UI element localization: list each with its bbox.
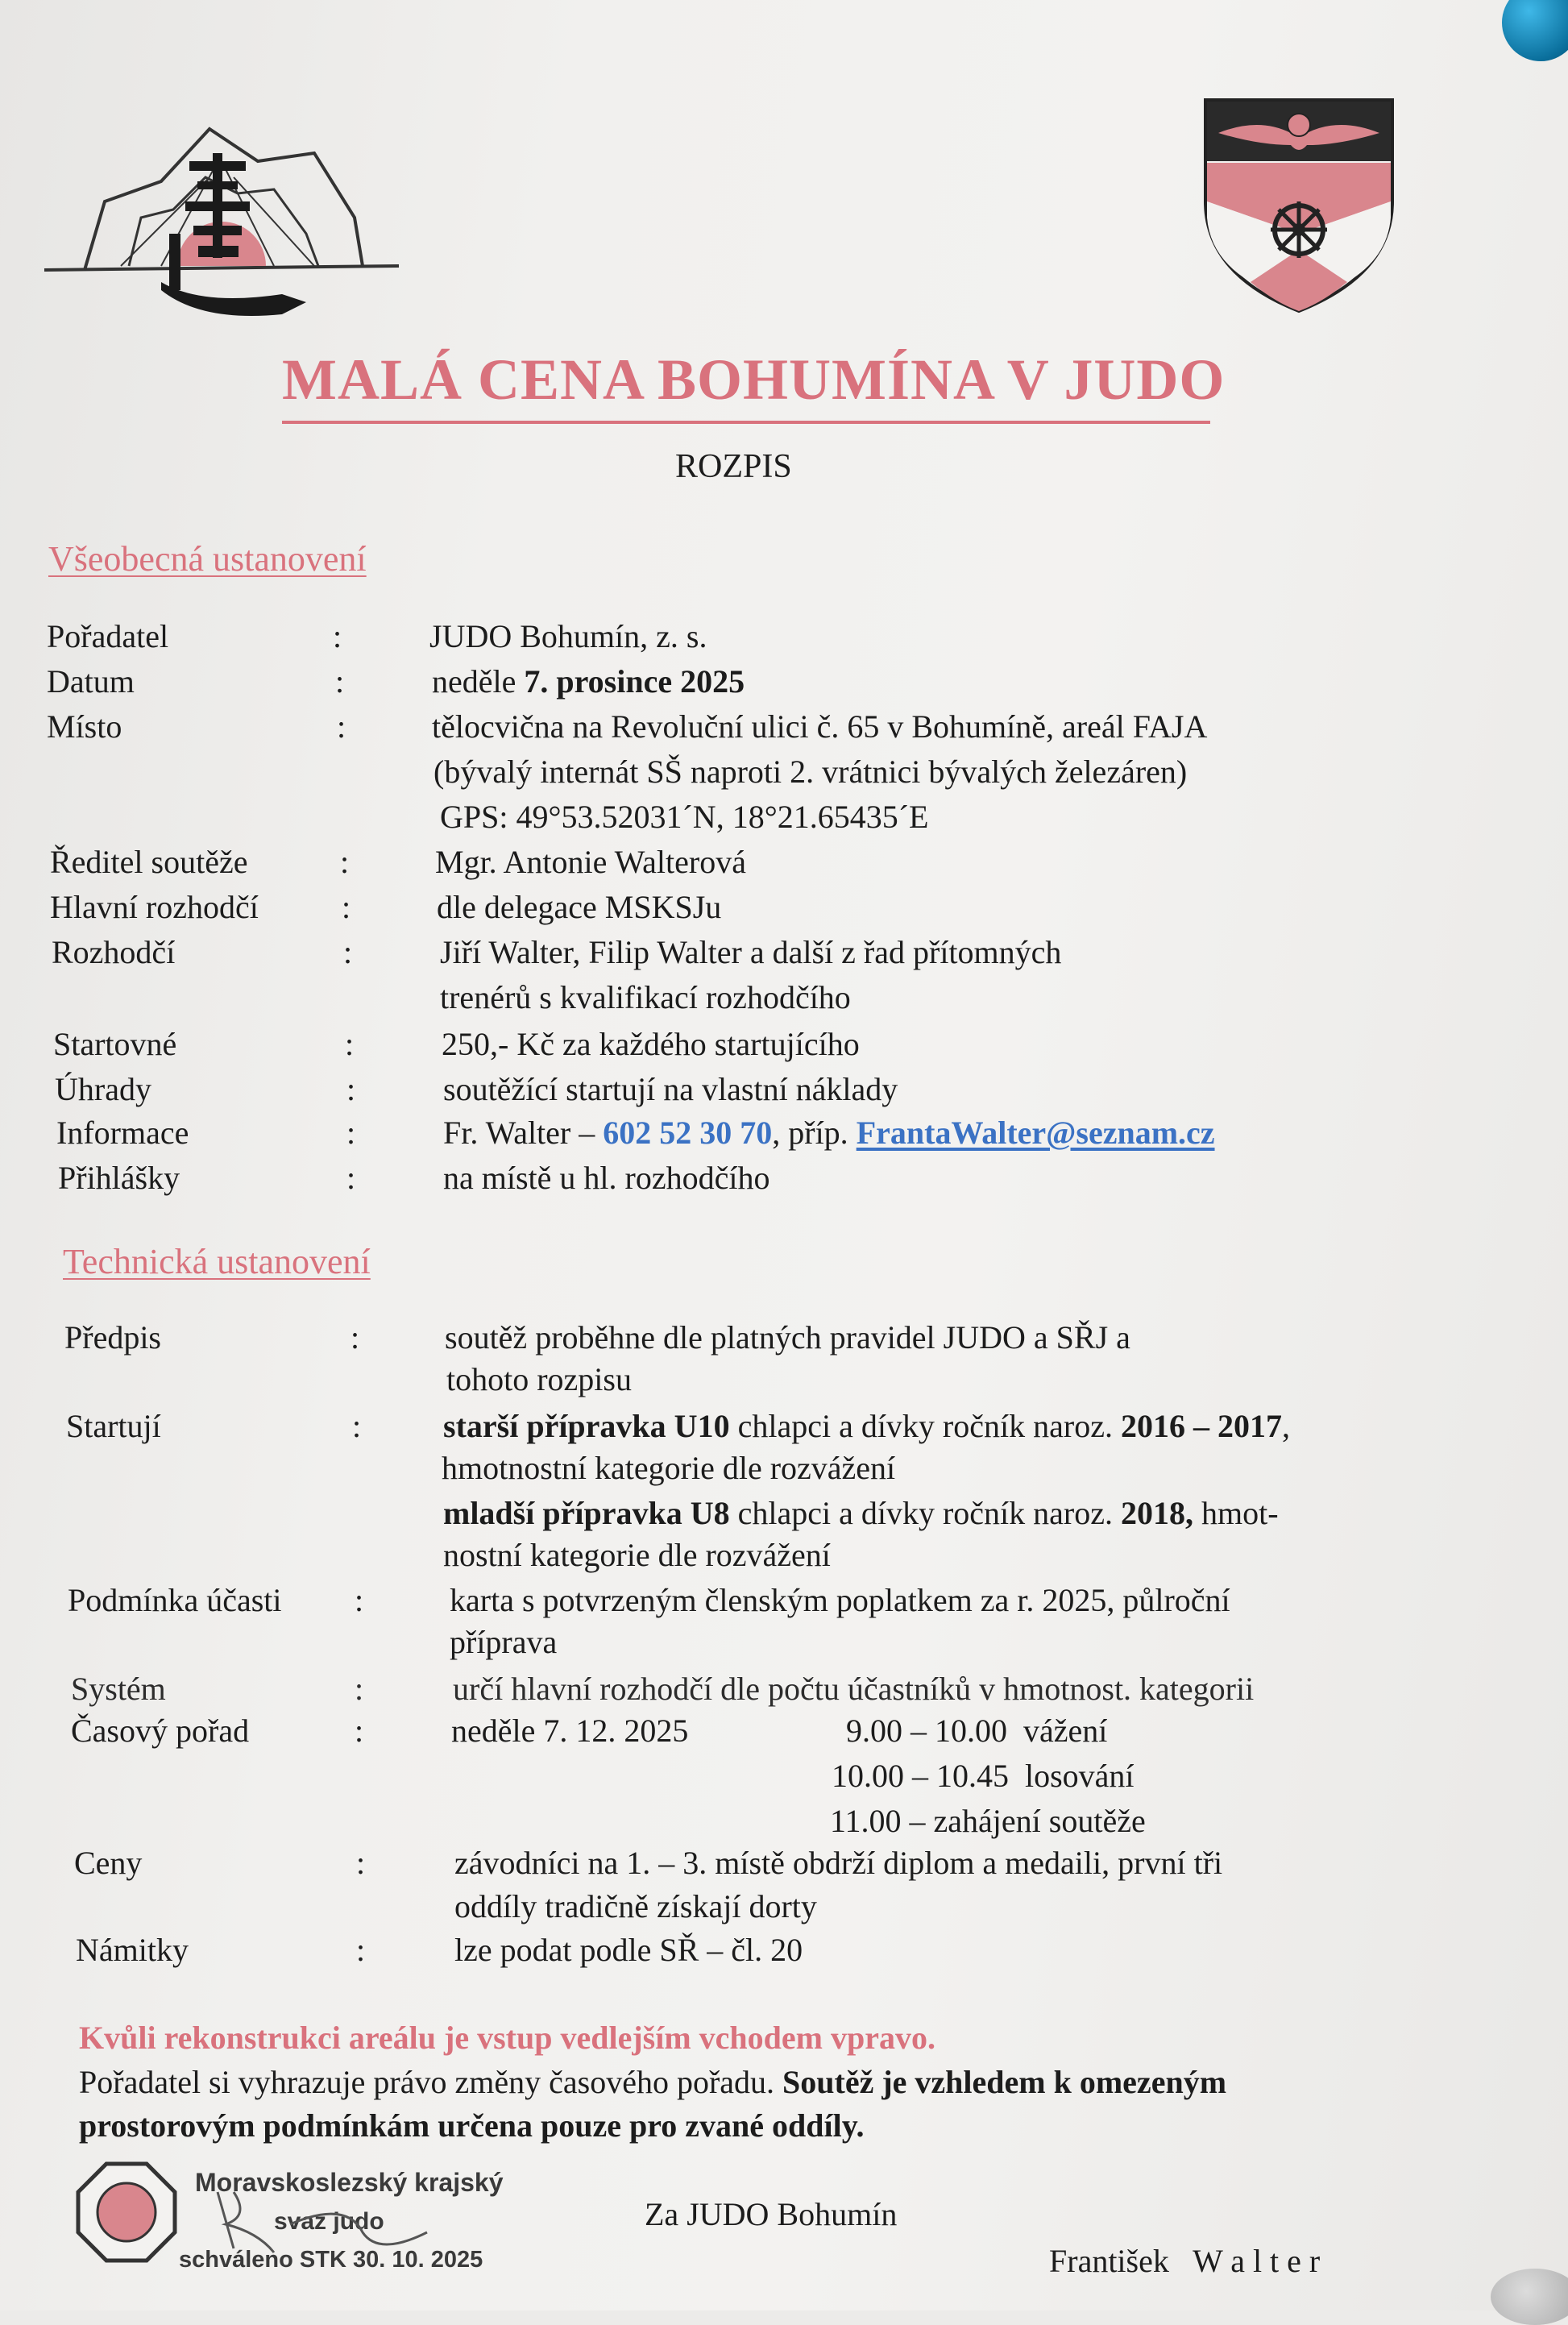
stamp-line-2: svaz judo bbox=[274, 2208, 384, 2235]
organizer-notice bbox=[79, 2063, 1226, 2101]
row-value: 250,- Kč za každého startujícího bbox=[442, 1026, 860, 1062]
technical-section-heading: Technická ustanovení bbox=[63, 1242, 371, 1281]
contact-separator: , příp. bbox=[772, 1115, 848, 1151]
row-value: neděle bbox=[432, 663, 516, 700]
row-value: (bývalý internát SŠ naproti 2. vrátnici bývalých železáren) bbox=[433, 754, 1188, 790]
row-value: určí hlavní rozhodčí dle počtu účastníků v hmotnost. kategorii bbox=[453, 1671, 1255, 1707]
row-label: Informace bbox=[56, 1115, 189, 1151]
gps-coordinates: GPS: 49°53.52031´N, 18°21.65435´E bbox=[440, 799, 929, 835]
push-pin-icon bbox=[1491, 2269, 1568, 2325]
schedule-activity: vážení bbox=[1023, 1713, 1108, 1749]
category-u10-text: chlapci a dívky ročník naroz. bbox=[737, 1408, 1113, 1444]
schedule-item bbox=[832, 1754, 1135, 1799]
organizer-notice-normal: Pořadatel si vyhrazuje právo změny časového pořadu. bbox=[79, 2064, 775, 2100]
email-link[interactable]: FrantaWalter@seznam.cz bbox=[856, 1115, 1215, 1151]
judo-union-emblem-icon bbox=[74, 2160, 179, 2265]
row-value: karta s potvrzeným členským poplatkem za r. 2025, půlroční bbox=[450, 1582, 1230, 1618]
row-label: Místo bbox=[47, 708, 122, 745]
invited-clubs-notice: prostorovým podmínkám určena pouze pro zvané oddíly. bbox=[79, 2107, 865, 2144]
row-label: Námitky bbox=[76, 1932, 189, 1968]
schedule-time: 9.00 – 10.00 bbox=[846, 1713, 1007, 1749]
category-u10-years: 2016 – 2017 bbox=[1120, 1408, 1282, 1444]
category-u10: starší přípravka U10 bbox=[443, 1408, 730, 1444]
judo-logo-icon bbox=[40, 113, 411, 338]
row-value: soutěžící startují na vlastní náklady bbox=[443, 1071, 898, 1107]
schedule-time: 10.00 – 10.45 bbox=[832, 1758, 1009, 1794]
row-value: JUDO Bohumín, z. s. bbox=[429, 618, 707, 654]
row-value: lze podat podle SŘ – čl. 20 bbox=[454, 1932, 803, 1968]
row-label: Startovné bbox=[53, 1026, 177, 1062]
category-u8-weights: nostní kategorie dle rozvážení bbox=[443, 1537, 831, 1573]
event-date: 7. prosince 2025 bbox=[524, 663, 745, 700]
category-u8-tail: hmot- bbox=[1201, 1495, 1279, 1531]
row-value: dle delegace MSKSJu bbox=[437, 889, 722, 925]
row-label: Přihlášky bbox=[58, 1160, 180, 1196]
row-value: na místě u hl. rozhodčího bbox=[443, 1160, 770, 1196]
row-value: příprava bbox=[450, 1624, 558, 1660]
row-label: Ceny bbox=[74, 1845, 143, 1881]
contact-name: Fr. Walter – bbox=[443, 1115, 595, 1151]
category-u10-weights: hmotnostní kategorie dle rozvážení bbox=[442, 1450, 896, 1486]
category-u8: mladší přípravka U8 bbox=[443, 1495, 730, 1531]
document-subtitle: ROZPIS bbox=[675, 448, 792, 485]
organizer-notice-bold: Soutěž je vzhledem k omezeným bbox=[782, 2064, 1227, 2100]
schedule-time: 11.00 bbox=[830, 1803, 902, 1839]
approval-note: schváleno STK 30. 10. 2025 bbox=[179, 2247, 483, 2273]
title-underline bbox=[282, 421, 1210, 424]
page-title: MALÁ CENA BOHUMÍNA V JUDO bbox=[282, 347, 1226, 412]
row-label: Hlavní rozhodčí bbox=[50, 889, 259, 925]
schedule-day: neděle 7. 12. 2025 bbox=[451, 1713, 689, 1749]
category-u8-text: chlapci a dívky ročník naroz. bbox=[737, 1495, 1113, 1531]
row-value: tělocvična na Revoluční ulici č. 65 v Bohumíně, areál FAJA bbox=[432, 708, 1208, 745]
row-value: Jiří Walter, Filip Walter a další z řad přítomných bbox=[440, 934, 1062, 970]
entrance-notice: Kvůli rekonstrukci areálu je vstup vedlejším vchodem vpravo. bbox=[79, 2020, 935, 2056]
schedule-activity: losování bbox=[1025, 1758, 1135, 1794]
coat-of-arms-icon bbox=[1202, 97, 1396, 314]
row-value: tohoto rozpisu bbox=[446, 1361, 632, 1397]
signature-name bbox=[1049, 2242, 1320, 2280]
row-value: Mgr. Antonie Walterová bbox=[435, 844, 746, 880]
row-label: Datum bbox=[47, 663, 135, 700]
row-label: Podmínka účasti bbox=[68, 1582, 282, 1618]
general-section-heading: Všeobecná ustanovení bbox=[48, 539, 367, 579]
signature-for: Za JUDO Bohumín bbox=[645, 2196, 898, 2232]
row-value: závodníci na 1. – 3. místě obdrží diplom a medaili, první tři bbox=[454, 1845, 1223, 1881]
row-label: Systém bbox=[71, 1671, 166, 1707]
schedule-item bbox=[830, 1799, 1146, 1844]
signature-last-name: W a l t e r bbox=[1193, 2243, 1321, 2279]
row-label: Časový pořad bbox=[71, 1713, 250, 1749]
row-label: Předpis bbox=[64, 1319, 161, 1356]
row-value: trenérů s kvalifikací rozhodčího bbox=[440, 979, 851, 1015]
row-label: Úhrady bbox=[55, 1071, 151, 1107]
category-u8-years: 2018, bbox=[1120, 1495, 1193, 1531]
row-label: Ředitel soutěže bbox=[50, 844, 248, 880]
schedule-activity: – zahájení soutěže bbox=[909, 1803, 1146, 1839]
stamp-line-1: Moravskoslezský krajský bbox=[195, 2168, 504, 2197]
row-label: Startují bbox=[66, 1408, 161, 1444]
row-label: Rozhodčí bbox=[52, 934, 176, 970]
row-value: soutěž proběhne dle platných pravidel JUDO a SŘJ a bbox=[445, 1319, 1130, 1356]
signature-first-name: František bbox=[1049, 2243, 1169, 2279]
row-label: Pořadatel bbox=[47, 618, 169, 654]
row-value: oddíly tradičně získají dorty bbox=[454, 1888, 817, 1924]
phone-number[interactable]: 602 52 30 70 bbox=[603, 1115, 773, 1151]
schedule-item bbox=[846, 1708, 1107, 1754]
